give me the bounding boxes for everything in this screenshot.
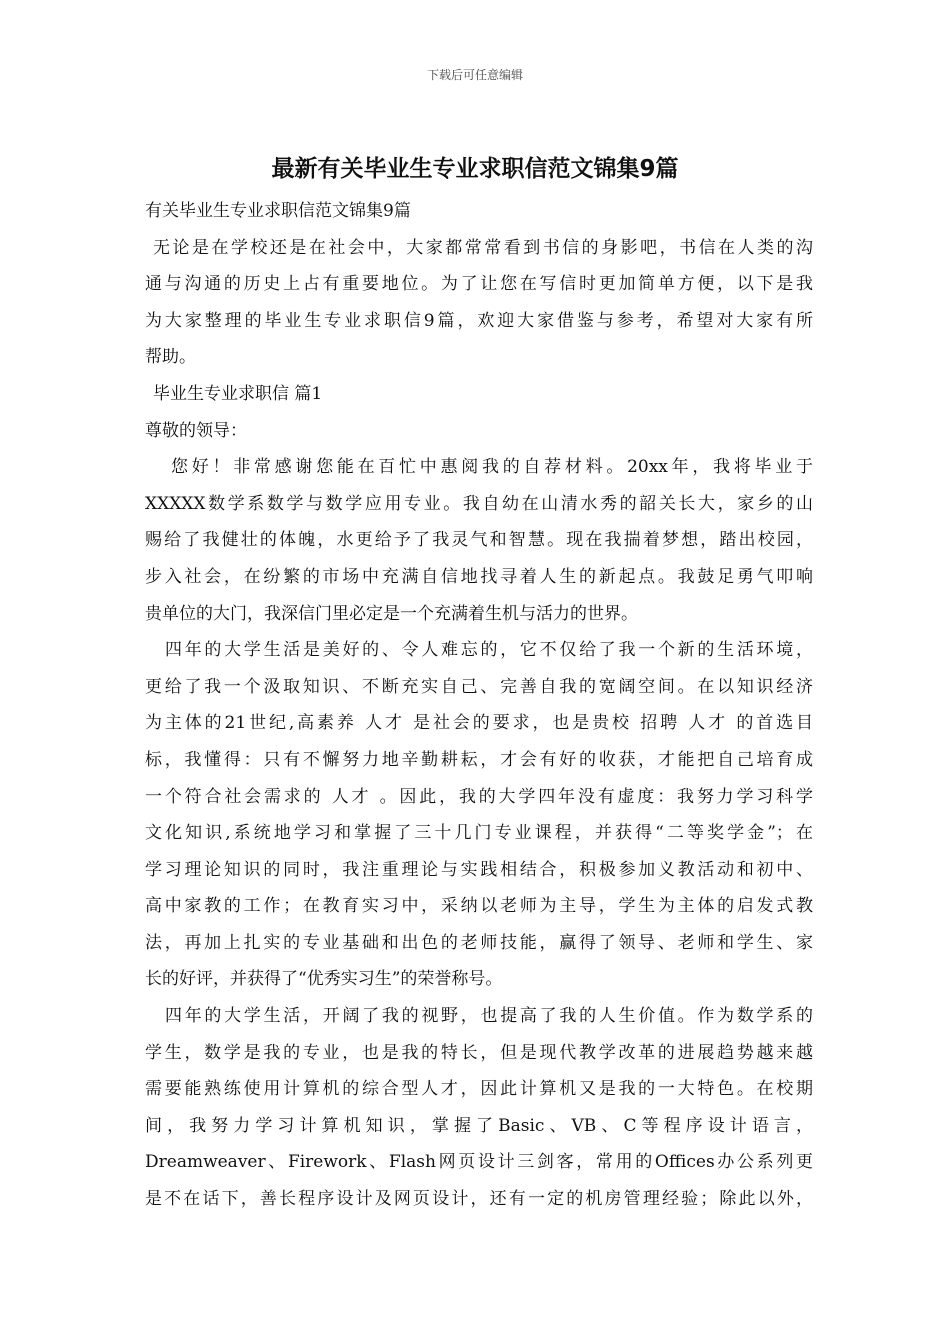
section-heading: 毕业生专业求职信 篇1: [153, 383, 323, 404]
paragraph-line: 您好！非常感谢您能在百忙中惠阅我的自荐材料。20xx年，我将毕业于: [171, 457, 813, 478]
header-note: 下载后可任意编辑: [426, 68, 523, 82]
paragraph-line: 学生，数学是我的专业，也是我的特长，但是现代教学改革的进展趋势越来越: [145, 1042, 813, 1063]
paragraph-line: 需要能熟练使用计算机的综合型人才，因此计算机又是我的一大特色。在校期: [145, 1079, 813, 1100]
paragraph-line: 标，我懂得：只有不懈努力地辛勤耕耘，才会有好的收获，才能把自己培育成: [145, 749, 813, 770]
paragraph-line: 是不在话下，善长程序设计及网页设计，还有一定的机房管理经验；除此以外，: [145, 1189, 813, 1210]
document-title: 最新有关毕业生专业求职信范文锦集9篇: [271, 156, 679, 182]
paragraph-line: XXXXX数学系数学与数学应用专业。我自幼在山清水秀的韶关长大，家乡的山: [145, 493, 813, 514]
paragraph-line: 法，再加上扎实的专业基础和出色的老师技能，赢得了领导、老师和学生、家: [145, 932, 813, 953]
salutation: 尊敬的领导：: [145, 420, 247, 441]
paragraph-line: 四年的大学生活是美好的、令人难忘的，它不仅给了我一个新的生活环境，: [165, 640, 813, 661]
paragraph-line: 赐给了我健壮的体魄，水更给予了我灵气和智慧。现在我揣着梦想，踏出校园，: [145, 530, 813, 551]
paragraph-line: 文化知识,系统地学习和掌握了三十几门专业课程，并获得“二等奖学金”；在: [145, 823, 813, 844]
document-body: [145, 193, 813, 1218]
paragraph-line: 步入社会，在纷繁的市场中充满自信地找寻着人生的新起点。我鼓足勇气叩响: [145, 566, 813, 587]
paragraph-line: 高中家教的工作；在教育实习中，采纳以老师为主导，学生为主体的启发式教: [145, 896, 813, 917]
paragraph-line: Dreamweaver、Firework、Flash网页设计三剑客，常用的Offices办公系列更: [145, 1152, 813, 1173]
intro-line: 无论是在学校还是在社会中，大家都常常看到书信的身影吧，书信在人类的沟: [153, 237, 813, 258]
paragraph-line: 长的好评，并获得了“优秀实习生”的荣誉称号。: [145, 969, 503, 990]
paragraph-line: 四年的大学生活，开阔了我的视野，也提高了我的人生价值。作为数学系的: [165, 1006, 813, 1027]
subtitle: 有关毕业生专业求职信范文锦集9篇: [145, 201, 411, 221]
paragraph-line: 一个符合社会需求的 人才 。因此，我的大学四年没有虚度：我努力学习科学: [145, 786, 813, 807]
paragraph-line: 学习理论知识的同时，我注重理论与实践相结合，积极参加义教活动和初中、: [145, 859, 813, 880]
intro-line: 通与沟通的历史上占有重要地位。为了让您在写信时更加简单方便，以下是我: [145, 274, 813, 295]
paragraph-line: 为主体的21世纪,高素养 人才 是社会的要求，也是贵校 招聘 人才 的首选目: [145, 713, 813, 734]
intro-line: 帮助。: [145, 347, 196, 368]
paragraph-line: 间，我努力学习计算机知识，掌握了Basic、VB、C等程序设计语言，: [145, 1115, 813, 1136]
paragraph-line: 更给了我一个汲取知识、不断充实自己、完善自我的宽阔空间。在以知识经济: [145, 676, 813, 697]
paragraph-line: 贵单位的大门，我深信门里必定是一个充满着生机与活力的世界。: [145, 603, 638, 624]
intro-line: 为大家整理的毕业生专业求职信9篇，欢迎大家借鉴与参考，希望对大家有所: [145, 310, 813, 331]
